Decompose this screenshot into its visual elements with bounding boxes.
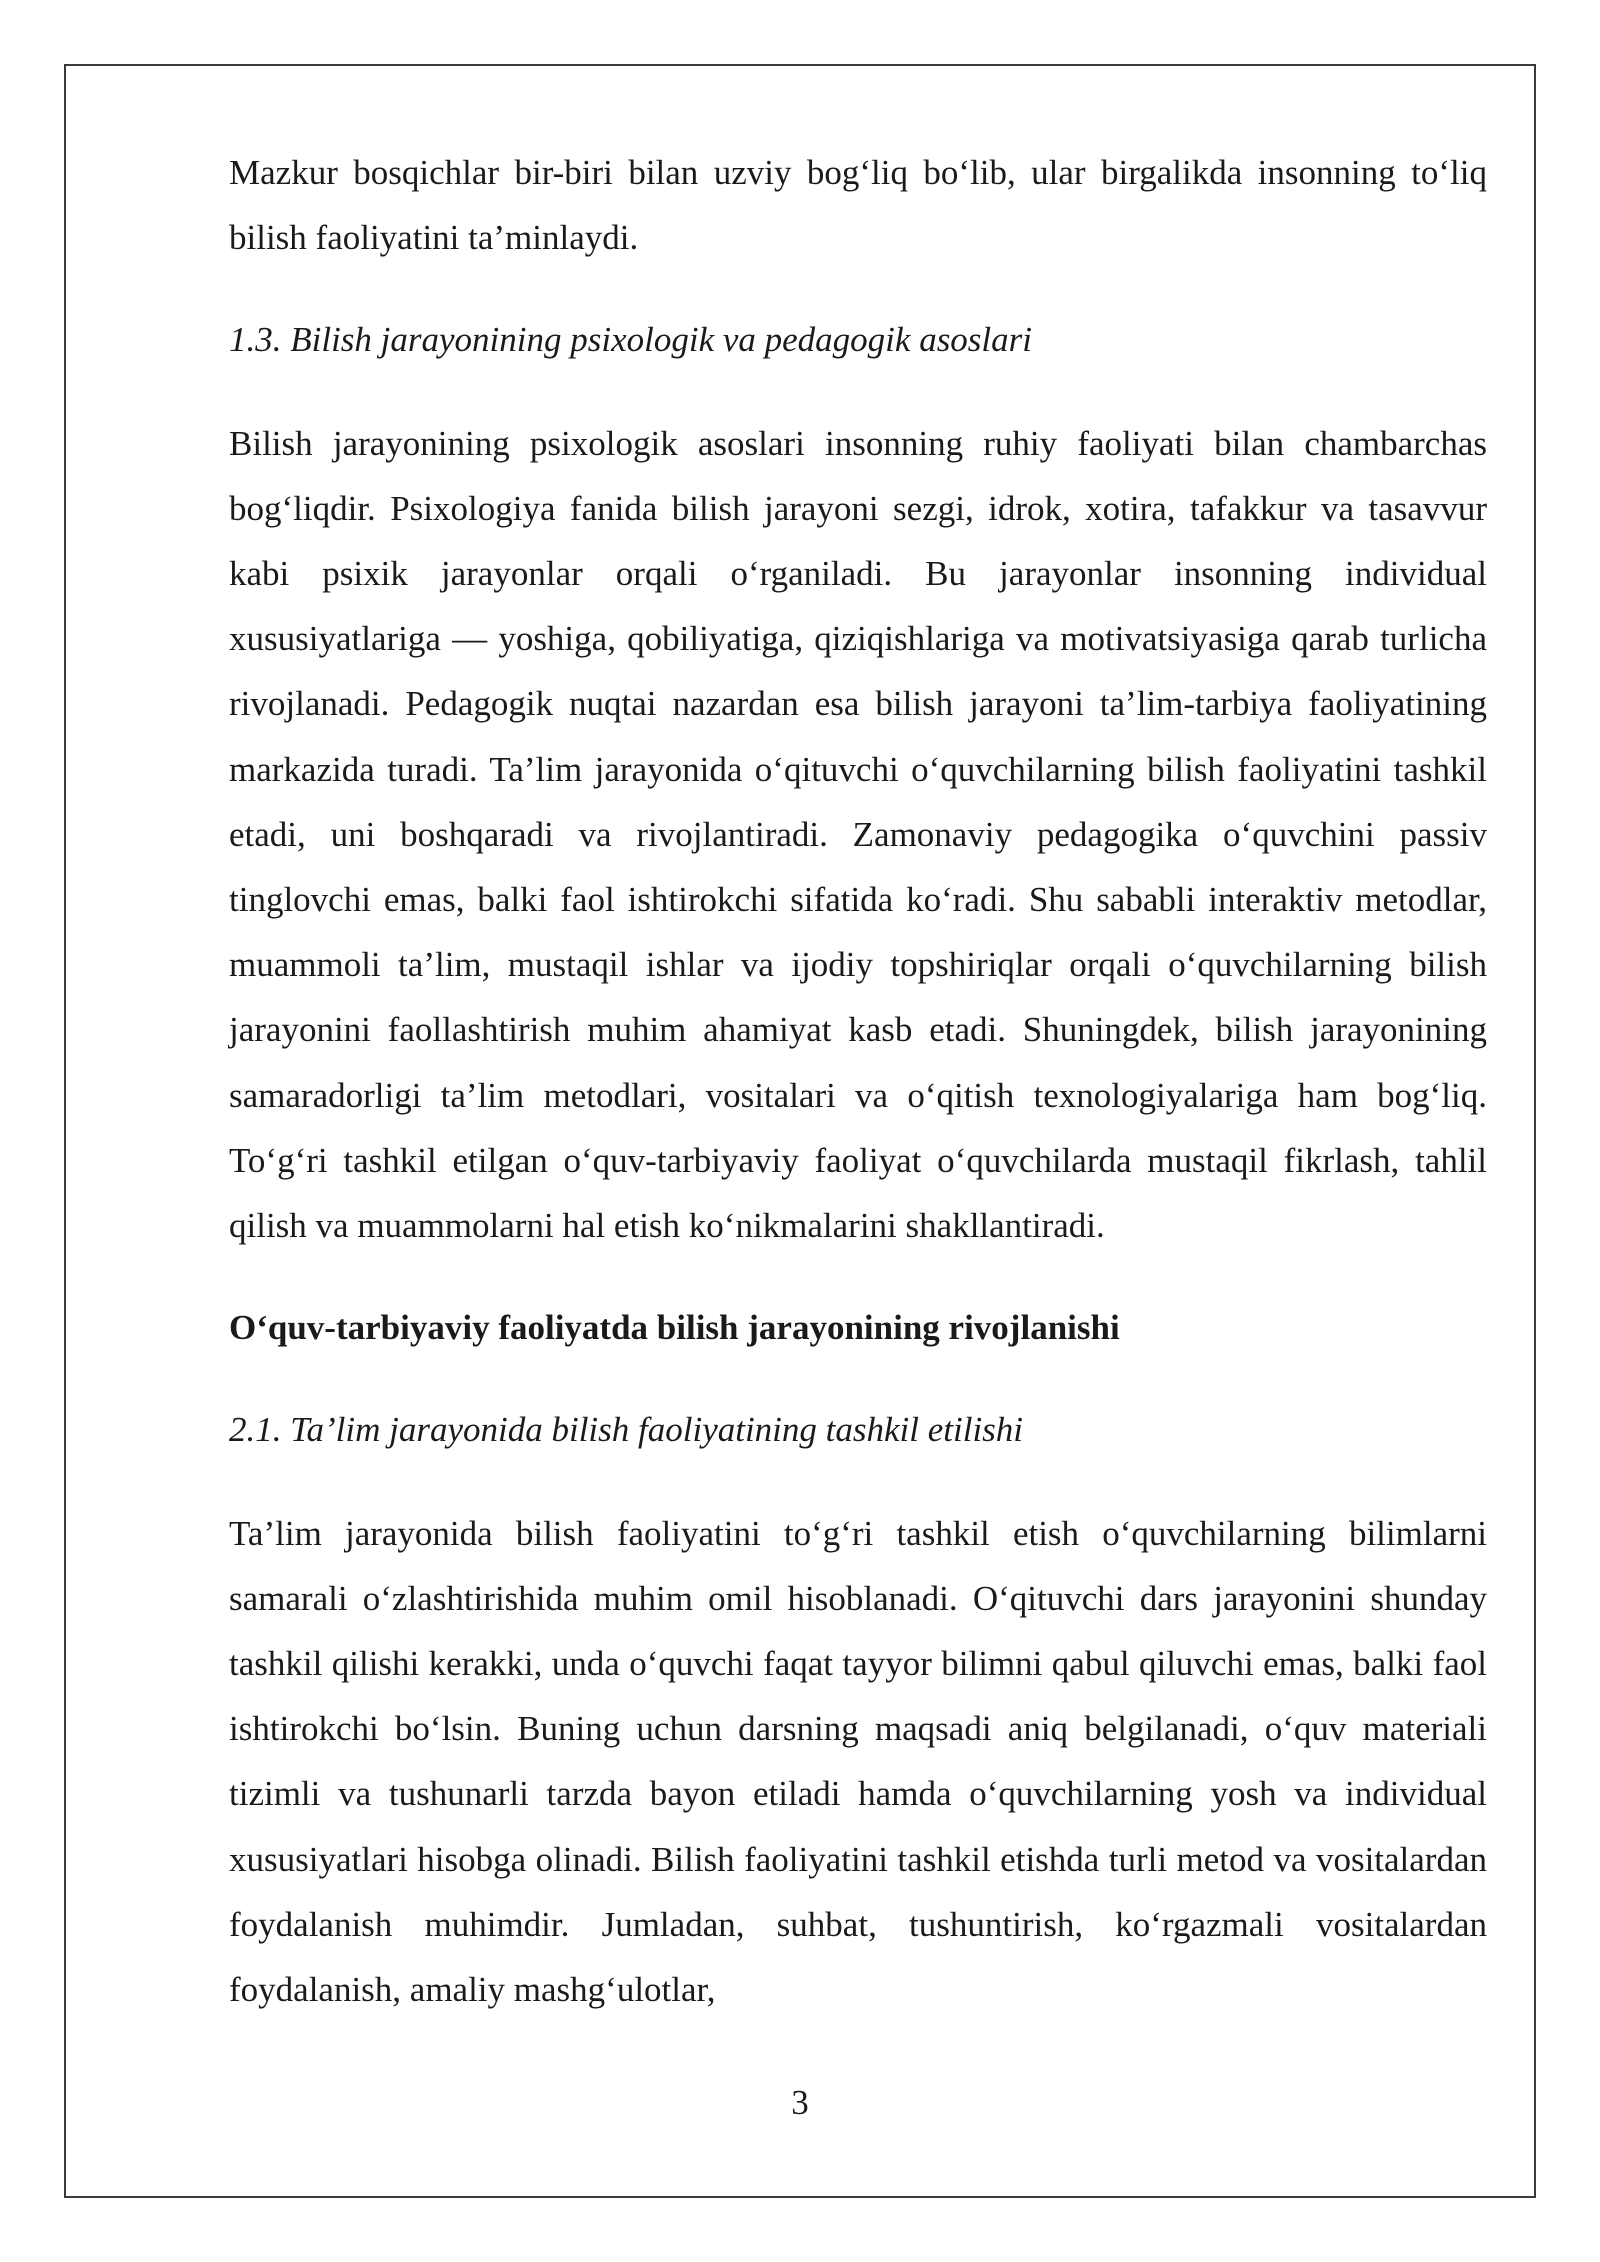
section-heading-2-1: 2.1. Ta’lim jarayonida bilish faoliyatining tashkil etilishi <box>229 1410 1024 1450</box>
page-number: 3 <box>791 2083 809 2122</box>
chapter-heading: O‘quv-tarbiyaviy faoliyatda bilish jarayonining rivojlanishi <box>229 1308 1120 1348</box>
body-paragraph: Mazkur bosqichlar bir-biri bilan uzviy bog‘liq bo‘lib, ular birgalikda insonning to‘liq bilish faoliyatini ta’minlaydi. <box>229 153 1487 258</box>
body-paragraph: Ta’lim jarayonida bilish faoliyatini to‘g‘ri tashkil etish o‘quvchilarning bilimlarni samarali o‘zlashtirishida muhim omil hisoblanadi. O‘qituvchi dars jarayonini shunday tashkil qilishi kerakki, unda o‘quvchi faqat tayyor bilimni qabul qiluvchi emas, balki faol ishtirokchi bo‘lsin. Buning uchun darsning maqsadi aniq belgilanadi, o‘quv materiali tizimli va tushunarli tarzda bayon etiladi hamda o‘quvchilarning yosh va individual xususiyatlari hisobga olinadi. Bilish faoliyatini tashkil etishda turli metod va vositalardan foydalanish muhimdir. Jumladan, suhbat, tushuntirish, ko‘rgazmali vositalardan foydalanish, amaliy mashg‘ulotlar, <box>229 1513 1487 2010</box>
section-heading-1-3: 1.3. Bilish jarayonining psixologik va pedagogik asoslari <box>229 320 1033 360</box>
body-paragraph: Bilish jarayonining psixologik asoslari insonning ruhiy faoliyati bilan chambarchas bog‘liqdir. Psixologiya fanida bilish jarayoni sezgi, idrok, xotira, tafakkur va tasavvur kabi psixik jarayonlar orqali o‘rganiladi. Bu jarayonlar insonning individual xususiyatlariga — yoshiga, qobiliyatiga, qiziqishlariga va motivatsiyasiga qarab turlicha rivojlanadi. Pedagogik nuqtai nazardan esa bilish jarayoni ta’lim-tarbiya faoliyatining markazida turadi. Ta’lim jarayonida o‘qituvchi o‘quvchilarning bilish faoliyatini tashkil etadi, uni boshqaradi va rivojlantiradi. Zamonaviy pedagogika o‘quvchini passiv tinglovchi emas, balki faol ishtirokchi sifatida ko‘radi. Shu sababli interaktiv metodlar, muammoli ta’lim, mustaqil ishlar va ijodiy topshiriqlar orqali o‘quvchilarning bilish jarayonini faollashtirish muhim ahamiyat kasb etadi. Shuningdek, bilish jarayonining samaradorligi ta’lim metodlari, vositalari va o‘qitish texnologiyalariga ham bog‘liq. To‘g‘ri tashkil etilgan o‘quv-tarbiyaviy faoliyat o‘quvchilarda mustaqil fikrlash, tahlil qilish va muammolarni hal etish ko‘nikmalarini shakllantiradi. <box>229 423 1487 1246</box>
page-content <box>229 140 1487 2022</box>
